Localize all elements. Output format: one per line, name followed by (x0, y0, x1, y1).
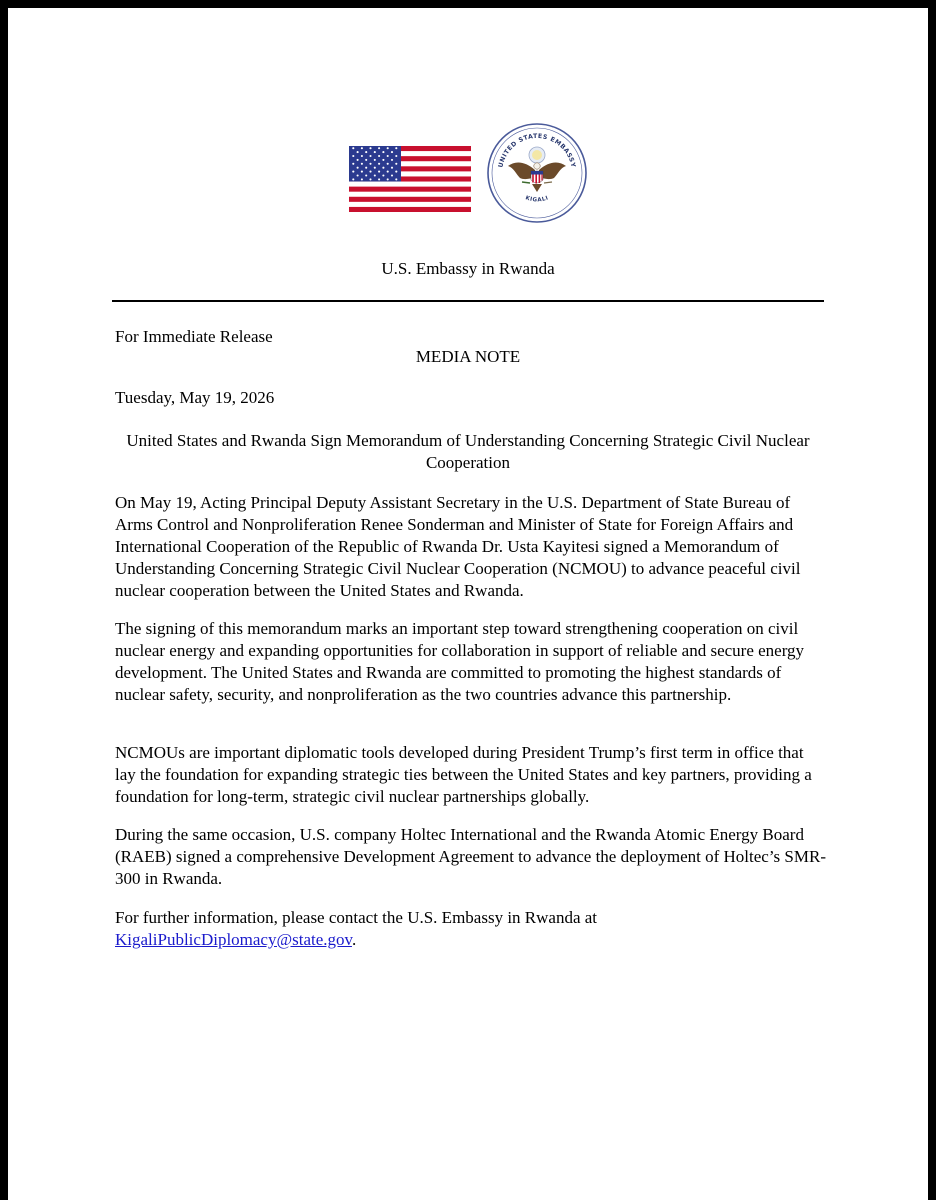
us-flag-icon (349, 146, 471, 212)
press-release-page (8, 8, 928, 1200)
contact-paragraph (115, 907, 827, 951)
document-type: MEDIA NOTE (415, 347, 521, 366)
release-label: For Immediate Release (115, 327, 273, 346)
body-paragraph: During the same occasion, U.S. company Holtec International and the Rwanda Atomic Energy Board (RAEB) signed a comprehensive Development Agreement to advance the deployment of Holtec’s SMR-300 in Rwanda. (115, 825, 826, 888)
body-paragraph: NCMOUs are important diplomatic tools developed during President Trump’s first term in office that lay the foundation for expanding strategic ties between the United States and key partners, providing a foundation for long-term, strategic civil nuclear partnerships globally. (115, 743, 812, 806)
embassy-seal-icon (486, 122, 588, 224)
contact-text: For further information, please contact the U.S. Embassy in Rwanda at (115, 908, 598, 927)
seal-bottom-text: KIGALI (524, 195, 550, 204)
contact-suffix: . (351, 930, 357, 949)
seal-top-text: UNITED STATES EMBASSY (497, 132, 577, 169)
body-paragraph: The signing of this memorandum marks an important step toward strengthening cooperation on civil nuclear energy and expanding opportunities for collaboration in support of reliable and secure energy development. The United States and Rwanda are committed to promoting the highest standards of nuclear safety, security, and nonproliferation as the two countries advance this partnership. (115, 619, 805, 704)
headline: United States and Rwanda Sign Memorandum of Understanding Concerning Strategic Civil Nuclear Cooperation (126, 431, 810, 472)
embassy-name: U.S. Embassy in Rwanda (381, 259, 555, 278)
body-paragraph: On May 19, Acting Principal Deputy Assistant Secretary in the U.S. Department of State Bureau of Arms Control and Nonproliferation Renee Sonderman and Minister of State for Foreign Affairs and International Cooperation of the Republic of Rwanda Dr. Usta Kayitesi signed a Memorandum of Understanding Concerning Strategic Civil Nuclear Cooperation (NCMOU) to advance peaceful civil nuclear cooperation between the United States and Rwanda. (115, 493, 801, 600)
header-divider (112, 300, 824, 302)
release-date: Tuesday, May 19, 2026 (115, 388, 275, 407)
contact-email-link[interactable]: KigaliPublicDiplomacy@state.gov (115, 930, 352, 949)
